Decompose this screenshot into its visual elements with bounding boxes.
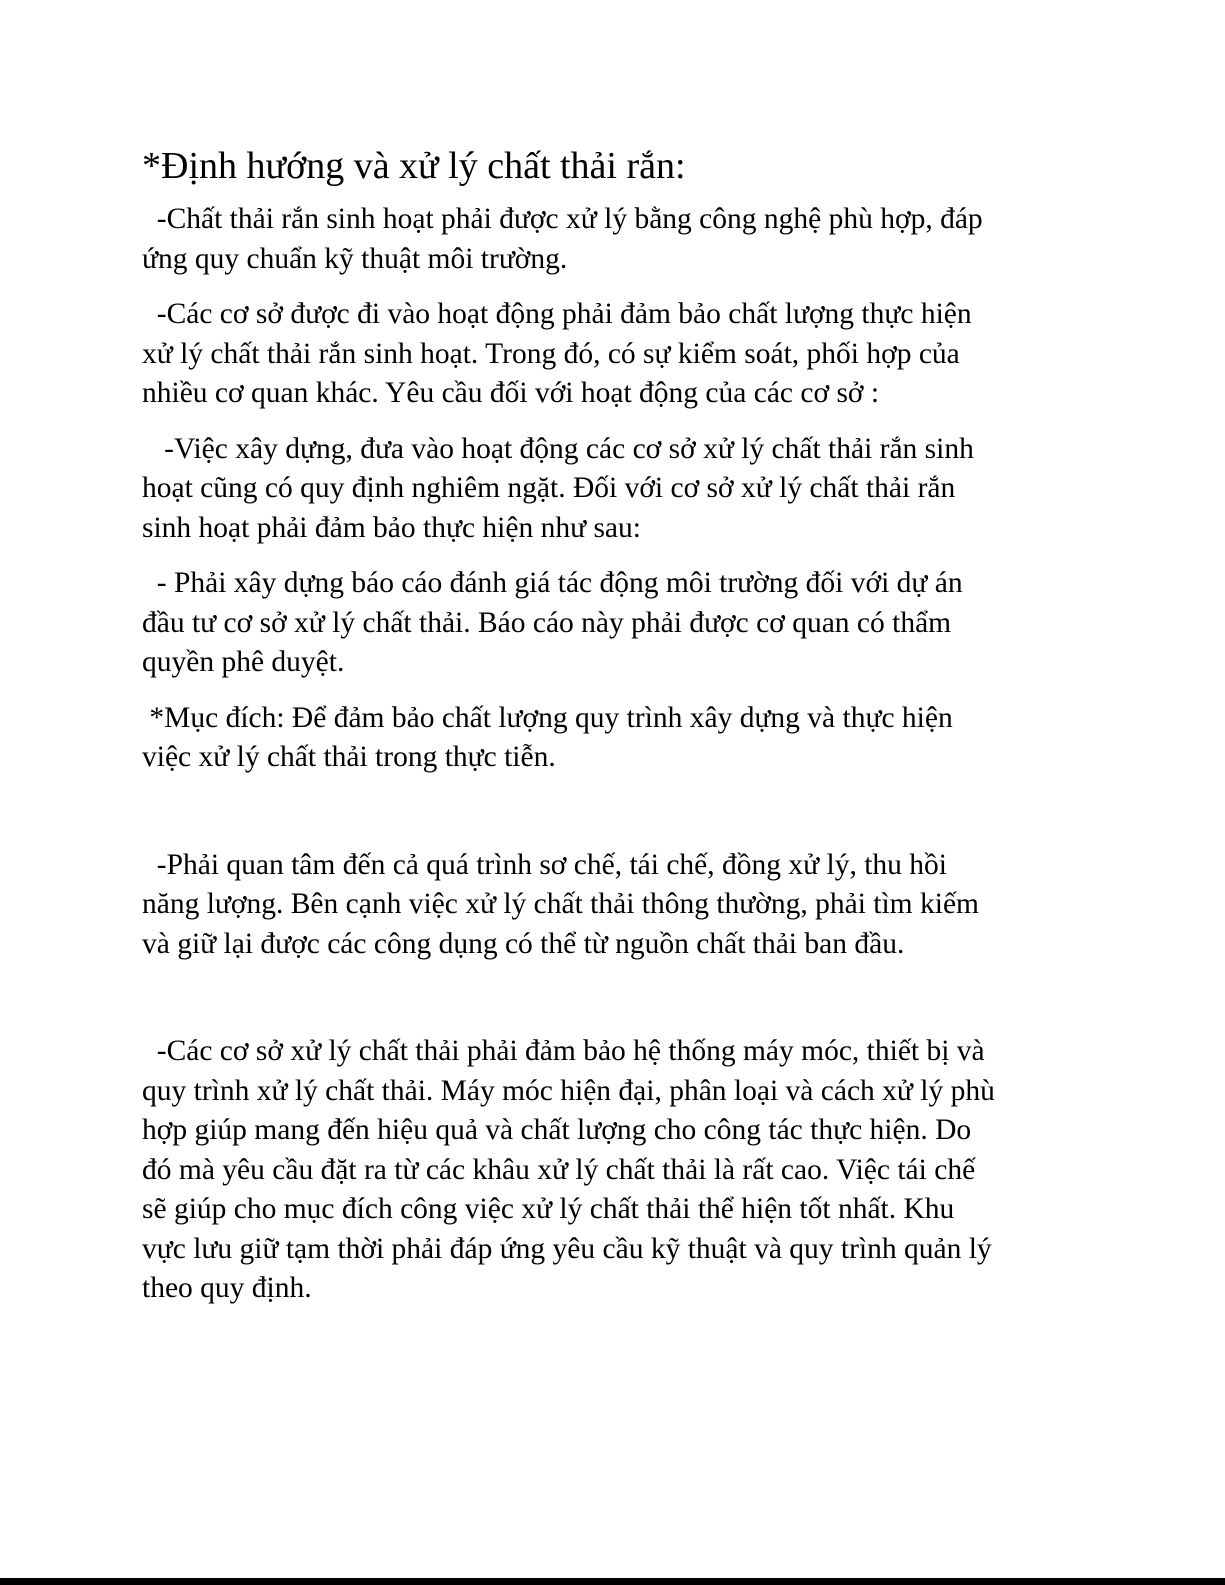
text-line: -Các cơ sở xử lý chất thải phải đảm bảo hệ thống máy móc, thiết bị và bbox=[142, 1035, 985, 1067]
text-line: nhiều cơ quan khác. Yêu cầu đối với hoạt động của các cơ sở : bbox=[142, 377, 880, 409]
paragraph-purpose bbox=[142, 699, 1082, 778]
paragraph-recycling-process bbox=[142, 846, 1082, 965]
text-line: ứng quy chuẩn kỹ thuật môi trường. bbox=[142, 242, 568, 275]
paragraph-facility-quality bbox=[142, 295, 1082, 414]
text-line: năng lượng. Bên cạnh việc xử lý chất thải thông thường, phải tìm kiếm bbox=[142, 888, 979, 920]
paragraph-construction-rules bbox=[142, 430, 1082, 549]
document-body bbox=[142, 140, 1082, 1325]
paragraph-impact-report bbox=[142, 564, 1082, 683]
text-line: quy trình xử lý chất thải. Máy móc hiện đại, phân loại và cách xử lý phù bbox=[142, 1074, 995, 1107]
paragraph-solid-waste-tech bbox=[142, 200, 1082, 279]
text-line: đầu tư cơ sở xử lý chất thải. Báo cáo này phải được cơ quan có thẩm bbox=[142, 606, 952, 639]
text-line: xử lý chất thải rắn sinh hoạt. Trong đó, có sự kiểm soát, phối hợp của bbox=[142, 337, 960, 370]
spacer bbox=[142, 794, 1082, 846]
text-line: vực lưu giữ tạm thời phải đáp ứng yêu cầu kỹ thuật và quy trình quản lý bbox=[142, 1232, 992, 1265]
text-line: hoạt cũng có quy định nghiêm ngặt. Đối với cơ sở xử lý chất thải rắn bbox=[142, 472, 956, 504]
text-line: đó mà yêu cầu đặt ra từ các khâu xử lý chất thải là rất cao. Việc tái chế bbox=[142, 1153, 976, 1186]
page-bottom-border bbox=[0, 1578, 1225, 1585]
text-line: - Phải xây dựng báo cáo đánh giá tác động môi trường đối với dự án bbox=[142, 567, 963, 599]
text-line: theo quy định. bbox=[142, 1272, 312, 1304]
text-line: sinh hoạt phải đảm bảo thực hiện như sau: bbox=[142, 511, 641, 544]
text-line: hợp giúp mang đến hiệu quả và chất lượng cho công tác thực hiện. Do bbox=[142, 1114, 972, 1146]
text-line: -Các cơ sở được đi vào hoạt động phải đảm bảo chất lượng thực hiện bbox=[142, 298, 972, 330]
text-line: -Việc xây dựng, đưa vào hoạt động các cơ sở xử lý chất thải rắn sinh bbox=[142, 432, 974, 465]
text-line: -Phải quan tâm đến cả quá trình sơ chế, tái chế, đồng xử lý, thu hồi bbox=[142, 848, 947, 881]
text-line: và giữ lại được các công dụng có thể từ nguồn chất thải ban đầu. bbox=[142, 927, 905, 960]
paragraph-equipment-requirements bbox=[142, 1032, 1082, 1309]
spacer bbox=[142, 980, 1082, 1032]
text-line: sẽ giúp cho mục đích công việc xử lý chất thải thể hiện tốt nhất. Khu bbox=[142, 1193, 955, 1225]
section-heading: *Định hướng và xử lý chất thải rắn: bbox=[142, 145, 686, 187]
text-line: quyền phê duyệt. bbox=[142, 646, 345, 678]
text-line: *Mục đích: Để đảm bảo chất lượng quy trình xây dựng và thực hiện bbox=[142, 701, 953, 734]
text-line: -Chất thải rắn sinh hoạt phải được xử lý bằng công nghệ phù hợp, đáp bbox=[142, 203, 983, 235]
text-line: việc xử lý chất thải trong thực tiễn. bbox=[142, 741, 556, 773]
